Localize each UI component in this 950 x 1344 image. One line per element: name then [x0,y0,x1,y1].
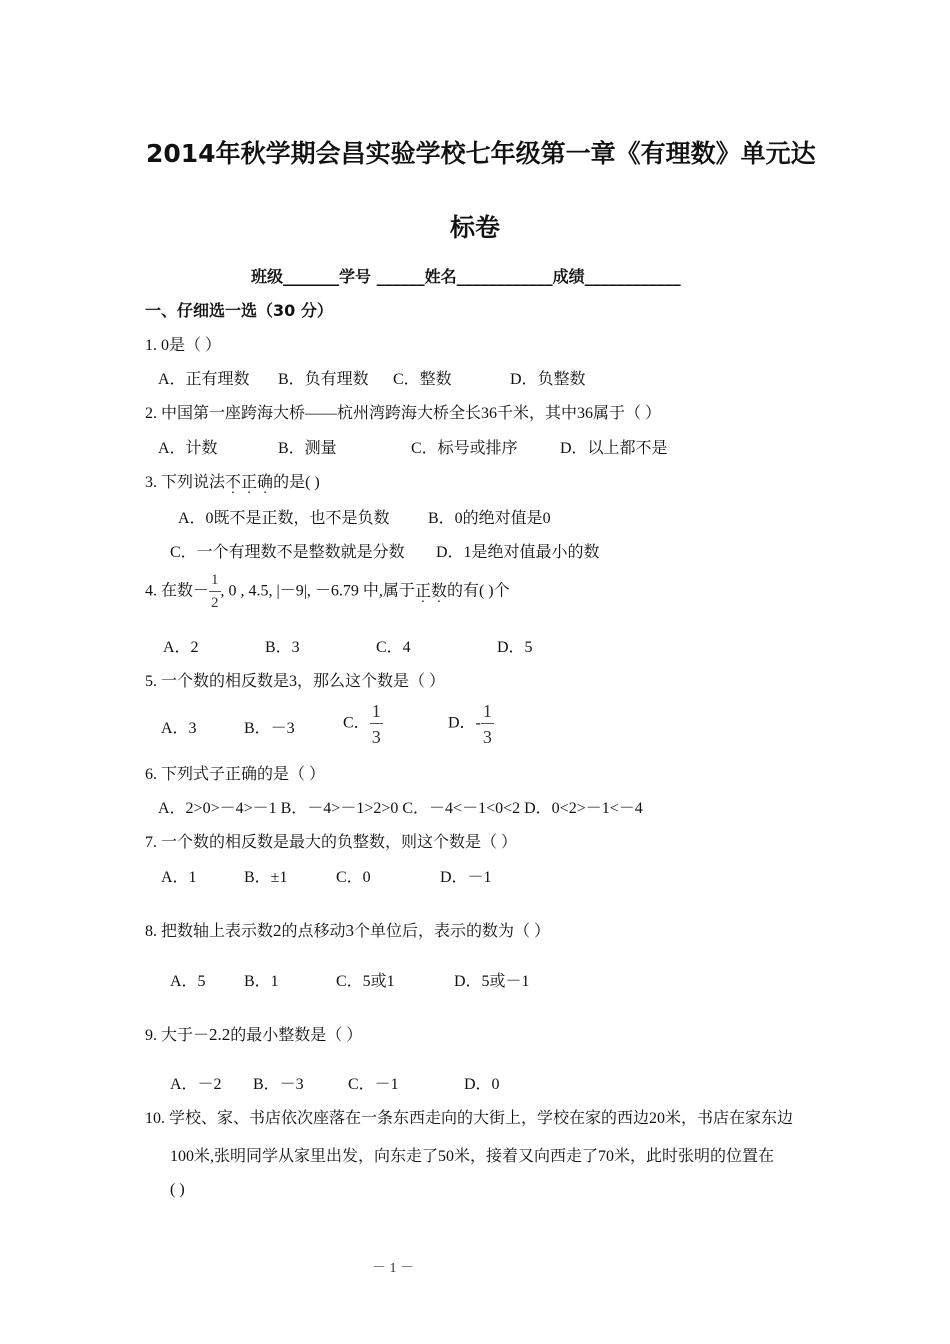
question-5-option-a: A．3 [161,720,197,737]
question-9-option-d: D．0 [464,1076,500,1093]
question-8-number-2: 2 [273,921,282,940]
question-8-number-3: 3 [345,921,355,940]
question-9-option-b: B．－3 [253,1076,304,1093]
question-4-option-b: B．3 [265,639,300,656]
question-3-stem [145,469,320,492]
question-4-option-d: D．5 [497,639,533,656]
question-1-option-c: C．整数 [393,371,452,388]
fraction-one-half [209,573,221,611]
fraction-one-third [370,702,383,746]
question-1-option-a: A．正有理数 [158,371,250,388]
question-9-stem-prefix: 9. 大于－ [145,1027,210,1044]
question-2-stem: 2. 中国第一座跨海大桥——杭州湾跨海大桥全长36千米，其中36属于（ ） [145,405,662,422]
page-number: － 1 － [372,1261,414,1276]
fraction-numerator: 1 [481,702,494,724]
question-2-option-b: B．测量 [278,440,337,457]
question-5-option-d [448,702,494,746]
question-9-stem [145,1022,362,1045]
fraction-denominator: 2 [211,595,219,611]
question-4-stem-prefix: 4. 在数－ [145,582,210,600]
question-9-option-a: A．－2 [170,1076,222,1093]
question-5-option-b: B．－3 [244,720,295,737]
student-info-line: 班级_______学号 ______姓名____________成绩____________ [251,267,681,286]
question-5-stem: 5. 一个数的相反数是3，那么这个数是（ ） [145,673,446,690]
question-7-stem: 7. 一个数的相反数是最大的负整数，则这个数是（ ） [145,834,518,851]
question-8-option-d: D．5或－1 [454,973,530,990]
question-5-option-c [343,702,383,746]
question-6-options: A．2>0>－4>－1 B．－4>－1>2>0 C．－4<－1<0<2 D．0<2>－1<－4 [158,800,643,817]
question-9-option-c: C．－1 [348,1076,399,1093]
question-7-option-b: B．±1 [244,869,288,886]
emphasis-dot-char: 正 [414,582,431,600]
question-1-option-b: B．负有理数 [278,371,369,388]
emphasis-dot-char: 正 [241,474,258,491]
question-5-option-c-label: C． [343,714,370,732]
fraction-denominator: 3 [482,727,492,747]
question-8-stem [145,918,550,941]
question-8-stem-suffix: 个单位后，表示的数为（ ） [354,923,551,940]
question-4-option-c: C．4 [376,639,411,656]
question-3-option-a: A．0既不是正数，也不是负数 [178,510,390,527]
emphasis-dot-char: 数 [430,582,447,600]
question-3-option-b: B．0的绝对值是0 [428,510,551,527]
question-10-line-3: ( ) [170,1181,185,1198]
question-10-line-2: 100米,张明同学从家里出发，向东走了50米，接着又向西走了70米，此时张明的位置在 [170,1148,775,1165]
question-4-option-a: A．2 [163,639,199,656]
question-8-stem-middle: 的点移动 [281,923,346,940]
fraction-denominator: 3 [371,727,381,747]
question-1-stem: 1. 0是（ ） [145,337,222,354]
question-9-stem-suffix: 的最小整数是（ ） [230,1027,363,1044]
question-7-option-a: A．1 [161,869,197,886]
fraction-one-third [481,702,494,746]
emphasis-dot-char: 不 [225,474,242,491]
question-10-line-1: 10. 学校、家、书店依次座落在一条东西走向的大街上，学校在家的西边20米，书店在家东边 [145,1110,794,1127]
question-3-option-d: D．1是绝对值最小的数 [436,544,600,561]
question-7-option-d: D．－1 [440,869,492,886]
question-3-stem-suffix: 的是( ) [273,474,320,491]
question-4-stem-suffix: 的有( )个 [446,582,510,600]
emphasis-dot-char: 确 [257,474,274,491]
question-8-option-a: A．5 [170,973,206,990]
question-7-option-c: C．0 [336,869,371,886]
question-9-number: 2.2 [209,1025,231,1044]
question-4-stem [145,573,510,611]
question-2-option-d: D．以上都不是 [560,440,668,457]
question-8-option-b: B．1 [244,973,279,990]
question-4-stem-middle: , 0 , 4.5, |－9|, －6.79 中,属于 [220,582,415,600]
question-8-stem-prefix: 8. 把数轴上表示数 [145,923,274,940]
question-2-option-c: C．标号或排序 [411,440,518,457]
question-3-stem-prefix: 3. 下列说法 [145,474,226,491]
title-line-2: 标卷 [450,213,501,242]
section-heading: 一、仔细选一选（30 分） [145,301,333,320]
question-3-option-c: C．一个有理数不是整数就是分数 [170,544,405,561]
question-2-option-a: A．计数 [158,440,218,457]
title-line-1: 2014年秋学期会昌实验学校七年级第一章《有理数》单元达 [146,139,816,168]
question-5-option-d-label: D．- [448,714,481,732]
question-1-option-d: D．负整数 [510,371,586,388]
question-8-option-c: C．5或1 [336,973,395,990]
fraction-numerator: 1 [370,702,383,724]
fraction-numerator: 1 [209,573,221,592]
question-6-stem: 6. 下列式子正确的是（ ） [145,766,326,783]
